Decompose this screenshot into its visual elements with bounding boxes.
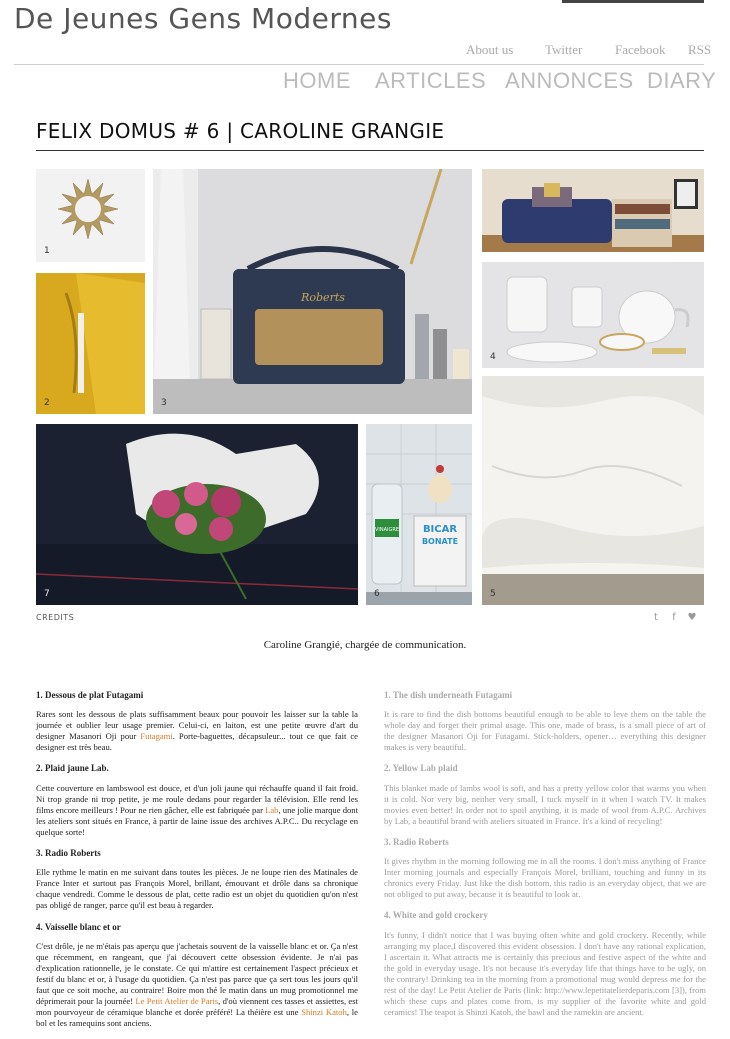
- section-heading: 1. The dish underneath Futagami: [384, 690, 513, 700]
- photo-crockery[interactable]: [482, 262, 704, 368]
- section-text: It's funny, I didn't notice that I was buying often white and gold crockery. Recently, while arranging my place,I discovered this evident obsession. I don't have any rational explication, I ascertain it. What attracts me is certainly this precious and festive aspect of the white and the gold in everyday usage. It's not because it's everyday life that things have to be ugly, on the contrary! Drinking tea in the morning from a promotional mug would depress me for the rest of the day! Le Petit Atelier de Paris (link: http://www.lepetitatelierdeparis.com [3]), from which these cups and plates come from, is my supplier of the favorite white and gold ceramics! The teapot is Shinzi Katoh, the bawl and the ramekin are ancient.: [384, 929, 706, 1018]
- photo-number: 2: [44, 398, 50, 408]
- nav-facebook-link[interactable]: Facebook: [615, 42, 666, 57]
- plaid-illustration: [36, 273, 145, 414]
- sheet-illustration: [482, 376, 704, 605]
- post-title: FELIX DOMUS # 6 | CAROLINE GRANGIE: [36, 119, 445, 143]
- section-heading: 3. Radio Roberts: [36, 848, 101, 859]
- section-heading: 2. Plaid jaune Lab.: [36, 763, 109, 774]
- lab-link[interactable]: Lab: [265, 804, 279, 815]
- bathroom-illustration: [366, 424, 472, 605]
- section-heading: 3. Radio Roberts: [384, 836, 449, 847]
- nav-twitter-link[interactable]: Twitter: [545, 42, 583, 57]
- section-text: C'est drôle, je ne m'étais pas aperçu que j'achetais souvent de la vaisselle blanc et or. Ça n'est que récemment, en rangeant, que j'ai découvert cette obsession évidente. Je n'ai pas d'explication rationnelle, je le constate. Ce qui m'attire est certainement l'aspect précieux et festif du blanc et or, à l'usage du quotidien. Ça n'est pas parce que ça sert tous les jours qu'il faut que ce soit moche, au contraire! Boire mon thé le matin dans un mug promotionnel me déprimerait pour la journée! Le Petit Atelier de Paris, d'où viennent ces tasses et assiettes, est mon pourvoyeur de céramique blanche et dorée préféré! La théière est une Shinzi Katoh, le bol et les ramequins sont anciens.: [36, 940, 358, 1029]
- photo-number: 4: [490, 352, 496, 362]
- living-room-illustration: [482, 169, 704, 252]
- photo-yellow-plaid[interactable]: [36, 273, 145, 414]
- section-text: Rares sont les dessous de plats suffisamment beaux pour pouvoir les laisser sur la table la journée et oublier leur usage premier. Celui-ci, en laiton, est une petite œuvre d'art du designer Masanori Oji pour Futagami. Porte-baguettes, décapsuleur... tout ce que fait ce designer est très beau.: [36, 709, 358, 753]
- nav-diary[interactable]: DIARY: [647, 68, 717, 93]
- english-column: [384, 690, 706, 1028]
- petit-atelier-link[interactable]: Le Petit Atelier de Paris: [135, 996, 219, 1007]
- photo-number: 7: [44, 589, 50, 599]
- photo-radio[interactable]: [153, 169, 472, 414]
- section-text: Cette couverture en lambswool est douce, et d'un joli jaune qui réchauffe quand il fait froid. Ni trop grande ni trop petite, je me roule dedans pour regarder la télévision. Elle rend les films encore meilleurs ! Pour ne rien gâcher, elle est fabriquée par Lab, une jolie marque dont les ateliers sont situés en France, à partir de laine issue des archives A.P.C.. Du recyclage en quelque sorte!: [36, 782, 358, 837]
- like-icon[interactable]: ♥: [687, 612, 697, 623]
- nav-home[interactable]: HOME: [283, 68, 351, 93]
- top-accent-bar: [562, 0, 704, 3]
- photo-caption: Caroline Grangié, chargée de communication.: [263, 639, 467, 651]
- trivet-illustration: [36, 169, 145, 262]
- french-column: [36, 690, 358, 1039]
- section-heading: 2. Yellow Lab plaid: [384, 763, 458, 774]
- section-text: It is rare to find the dish bottoms beautiful enough to be able to leve them on the table the whole day and forget their primal usage. This one, made of brass, is a small piece of art of the designer Masanori Oji for Futagami. Stick-holders, opener… everything this designer makes is very beautiful.: [384, 709, 706, 753]
- section-heading: 1. Dessous de plat Futagami: [36, 690, 144, 700]
- bicarbonate-label-1: BICAR: [422, 524, 458, 535]
- section-heading: 4. White and gold crockery: [384, 910, 488, 921]
- twitter-share-icon[interactable]: t: [654, 612, 658, 623]
- photo-number: 5: [490, 589, 496, 599]
- photo-living-room[interactable]: [482, 169, 704, 252]
- photo-white-sheet[interactable]: [482, 376, 704, 605]
- photo-trivet[interactable]: [36, 169, 145, 262]
- radio-illustration: [153, 169, 472, 414]
- bottle-label: VINAIGRE: [374, 527, 400, 533]
- photo-number: 1: [44, 246, 50, 256]
- peonies-illustration: [36, 424, 358, 605]
- photo-bathroom-shelf[interactable]: [366, 424, 472, 605]
- credits-link[interactable]: CREDITS: [36, 613, 75, 622]
- shinzi-katoh-link[interactable]: Shinzi Katoh: [301, 1007, 347, 1018]
- title-divider: [36, 150, 704, 151]
- nav-articles[interactable]: ARTICLES: [375, 68, 487, 93]
- futagami-link[interactable]: Futagami: [140, 731, 173, 742]
- section-heading: 4. Vaisselle blanc et or: [36, 921, 121, 932]
- bicarbonate-label-2: BONATE: [421, 537, 459, 546]
- section-text: It gives rhythm in the morning following me in all the rooms. I don't miss anything of France Inter morning journals and especially François Morel, brilliant, touching and funny in its chronics every Friday. Just like the dish bottom, this radio is an everyday object, that we are not obliged to put away, because it is beautiful to look at.: [384, 856, 706, 900]
- nav-about-link[interactable]: About us: [466, 42, 514, 57]
- photo-number: 3: [161, 398, 167, 408]
- nav-annonces[interactable]: ANNONCES: [505, 68, 634, 93]
- photo-peonies[interactable]: [36, 424, 358, 605]
- facebook-share-icon[interactable]: f: [672, 612, 676, 623]
- radio-brand-label: Roberts: [301, 291, 345, 304]
- photo-number: 6: [374, 589, 380, 599]
- header-divider: [14, 64, 704, 65]
- nav-rss-link[interactable]: RSS: [688, 42, 712, 57]
- site-title[interactable]: De Jeunes Gens Modernes: [14, 2, 392, 35]
- crockery-illustration: [482, 262, 704, 368]
- section-text: This blanket made of lambs wool is soft, and has a pretty yellow color that warms you when it is cold. Nor very big, neither very small, I tuck myself in it when I watch TV. It makes movies even better! In order not to spoil anything, it is made of wool from A.P.C. Archives by Lab, a beautiful brand with ateliers situated in France. It's a kind of recycling!: [384, 782, 706, 826]
- section-text: Elle rythme le matin en me suivant dans toutes les pièces. Je ne loupe rien des Matinales de France Inter et surtout pas François Morel, brillant, émouvant et drôle dans sa chronique chaque vendredi. Comme le dessous de plat, cette radio est un objet du quotidien qu'on n'est pas obligé de ranger, parce qu'il est beau à regarder.: [36, 867, 358, 911]
